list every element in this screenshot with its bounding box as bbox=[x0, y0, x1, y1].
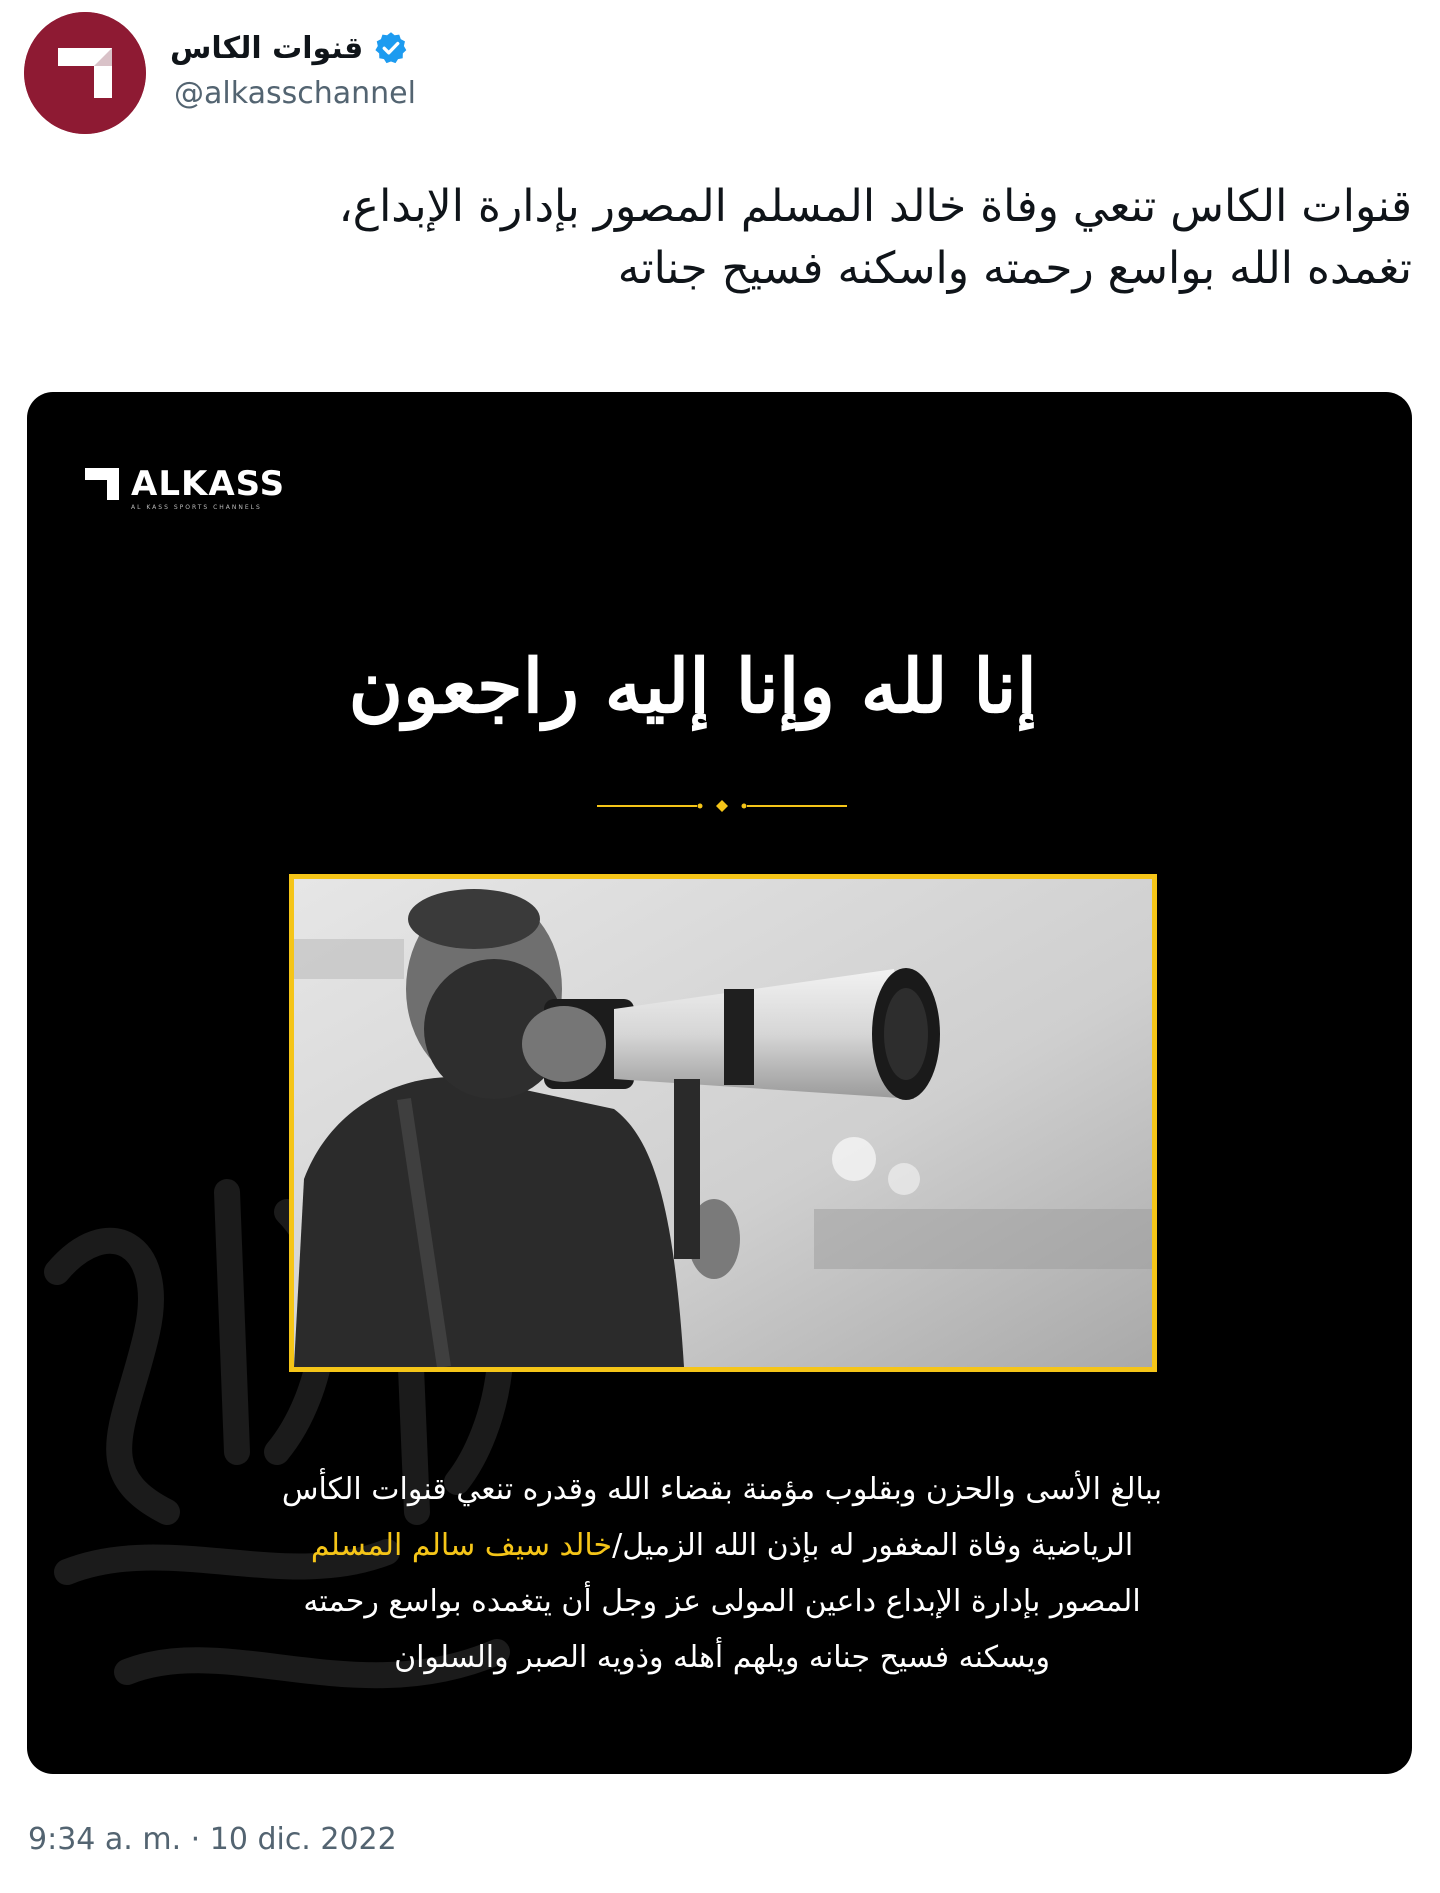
ornamental-divider bbox=[597, 800, 847, 812]
tweet-text-line: قنوات الكاس تنعي وفاة خالد المسلم المصور بإدارة الإبداع، bbox=[338, 181, 1412, 232]
alkass-logo-icon bbox=[83, 464, 123, 504]
logo-wordmark: ALKASS bbox=[131, 464, 286, 504]
condolence-text: الرياضية وفاة المغفور له بإذن الله الزميل/ bbox=[612, 1528, 1134, 1563]
condolence-line: ويسكنه فسيح جنانه ويلهم أهله وذويه الصبر والسلوان bbox=[394, 1640, 1050, 1675]
tweet-text-line: تغمده الله بواسع رحمته واسكنه فسيح جناته bbox=[617, 243, 1412, 294]
condolence-message bbox=[187, 1462, 1257, 1686]
photographer-with-camera-illustration bbox=[294, 879, 1152, 1367]
tweet-media-image[interactable] bbox=[27, 392, 1412, 1774]
condolence-line: ببالغ الأسى والحزن وبقلوب مؤمنة بقضاء الله وقدره تنعي قنوات الكأس bbox=[281, 1472, 1163, 1507]
calligraphy-verse: إنا لله وإنا إليه راجعون bbox=[348, 644, 1037, 730]
condolence-line: المصور بإدارة الإبداع داعين المولى عز وجل أن يتغمده بواسع رحمته bbox=[303, 1584, 1141, 1619]
display-name[interactable]: قنوات الكاس bbox=[170, 30, 364, 66]
author-handle[interactable]: @alkasschannel bbox=[174, 76, 416, 111]
verified-badge-icon bbox=[373, 30, 409, 66]
deceased-name: خالد سيف سالم المسلم bbox=[310, 1528, 613, 1563]
photographer-photo bbox=[289, 874, 1157, 1372]
author-name-row[interactable] bbox=[170, 26, 409, 70]
tweet-text bbox=[112, 176, 1412, 300]
tweet-timestamp[interactable]: 9:34 a. m. · 10 dic. 2022 bbox=[28, 1822, 397, 1857]
condolence-line bbox=[187, 1518, 1257, 1574]
avatar[interactable] bbox=[24, 12, 146, 134]
channel-logo-icon bbox=[24, 12, 146, 134]
alkass-logo bbox=[83, 464, 285, 504]
logo-subtext: AL KASS SPORTS CHANNELS bbox=[131, 504, 262, 511]
